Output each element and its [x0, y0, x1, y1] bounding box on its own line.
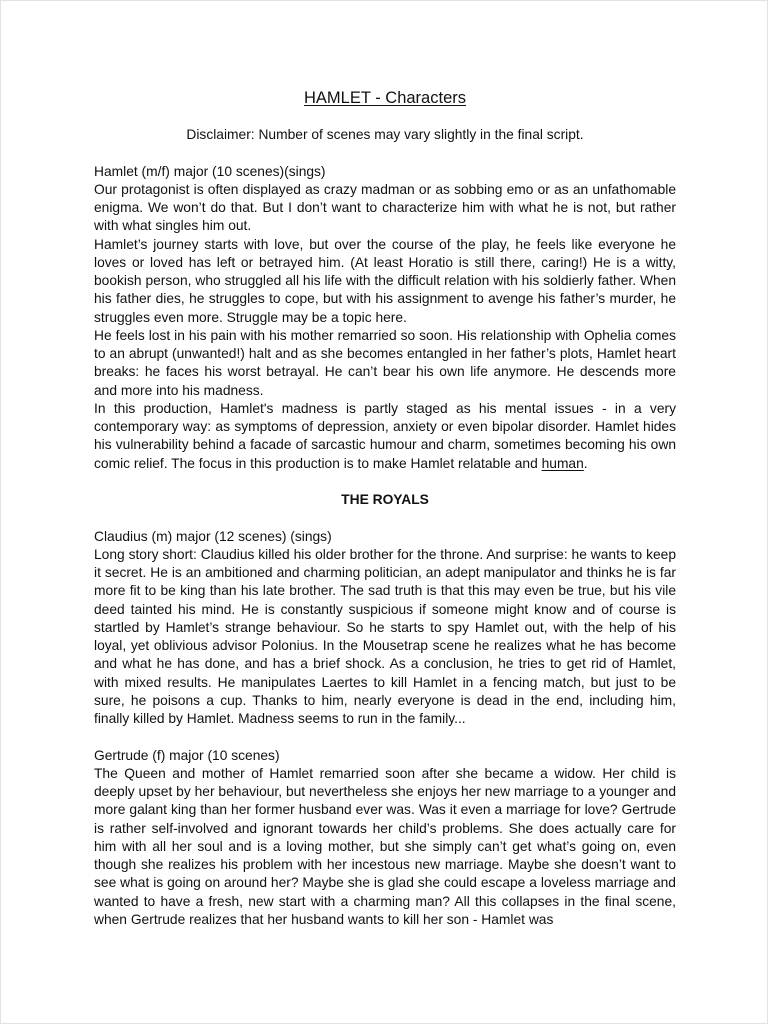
character-heading-claudius: Claudius (m) major (12 scenes) (sings)	[94, 528, 332, 544]
document-title: HAMLET - Characters	[304, 89, 466, 107]
character-heading-hamlet: Hamlet (m/f) major (10 scenes)(sings)	[94, 163, 326, 179]
character-paragraph: Our protagonist is often displayed as crazy madman or as sobbing emo or as an unfathomable enigma. We won’t do that. But I don’t want to characterize him with what he is not, but rather with what singles him out.	[94, 181, 676, 234]
character-section-gertrude	[94, 747, 676, 930]
paragraph-text: In this production, Hamlet's madness is partly staged as his mental issues - in a very contemporary way: as symptoms of depression, anxiety or even bipolar disorder. Hamlet hides his vulnerability behind a facade of sarcastic humour and charm, sometimes becoming his own comic relief. The focus in this production is to make Hamlet relatable and	[94, 400, 676, 471]
character-paragraph: He feels lost in his pain with his mother remarried so soon. His relationship with Ophelia comes to an abrupt (unwanted!) halt and as she becomes entangled in her father’s plots, Hamlet heart breaks: he faces his worst betrayal. He can’t bear his own life anymore. He descends more and more into his madness.	[94, 327, 676, 398]
disclaimer: Disclaimer: Number of scenes may vary slightly in the final script.	[186, 127, 584, 142]
section-heading-royals: THE ROYALS	[341, 492, 429, 507]
character-paragraph	[94, 400, 676, 473]
character-section-hamlet	[94, 163, 676, 473]
character-heading-gertrude: Gertrude (f) major (10 scenes)	[94, 747, 280, 763]
paragraph-text-end: .	[583, 455, 588, 471]
document-body	[94, 87, 676, 929]
section-spacer	[94, 728, 676, 746]
character-paragraph: The Queen and mother of Hamlet remarried soon after she became a widow. Her child is deeply upset by her behaviour, but nevertheless she enjoys her new marriage to a younger and more galant king than her former husband ever was. Was it even a marriage for love? Gertrude is rather self-involved and ignorant towards her child’s problems. She does actually care for him with all her soul and is a loving mother, but she simply can’t get what’s going on, even though she realizes his problem with her incestous new marriage. Maybe she doesn’t want to see what is going on around her? Maybe she is glad she could escape a loveless marriage and wanted to have a fresh, new start with a charming man? All this collapses in the final scene, when Gertrude realizes that her husband wants to kill her son - Hamlet was	[94, 765, 676, 927]
character-paragraph: Hamlet’s journey starts with love, but over the course of the play, he feels like everyone he loves or loved has left or betrayed him. (At least Horatio is still there, caring!) He is a witty, bookish person, who struggled all his life with the difficult relation with his soldierly father. When his father dies, he struggles to cope, but with his assignment to avenge his father’s murder, he struggles even more. Struggle may be a topic here.	[94, 236, 676, 325]
underlined-word: human	[541, 455, 584, 471]
character-section-claudius	[94, 528, 676, 729]
character-paragraph: Long story short: Claudius killed his older brother for the throne. And surprise: he wants to keep it secret. He is an ambitioned and charming politician, an adept manipulator and thinks he is far more fit to be king than his late brother. The sad truth is that this may even be true, but his vile deed tainted his mind. He is constantly suspicious if someone might know and of course is startled by Hamlet’s strange behaviour. So he starts to spy Hamlet out, with the help of his loyal, yet oblivious advisor Polonius. In the Mousetrap scene he realizes what he has become and what he has done, and has a brief shock. As a conclusion, he tries to get rid of Hamlet, with mixed results. He manipulates Laertes to kill Hamlet in a fencing match, but just to be sure, he poisons a cup. Thanks to him, nearly everyone is dead in the end, including him, finally killed by Hamlet. Madness seems to run in the family...	[94, 546, 676, 726]
